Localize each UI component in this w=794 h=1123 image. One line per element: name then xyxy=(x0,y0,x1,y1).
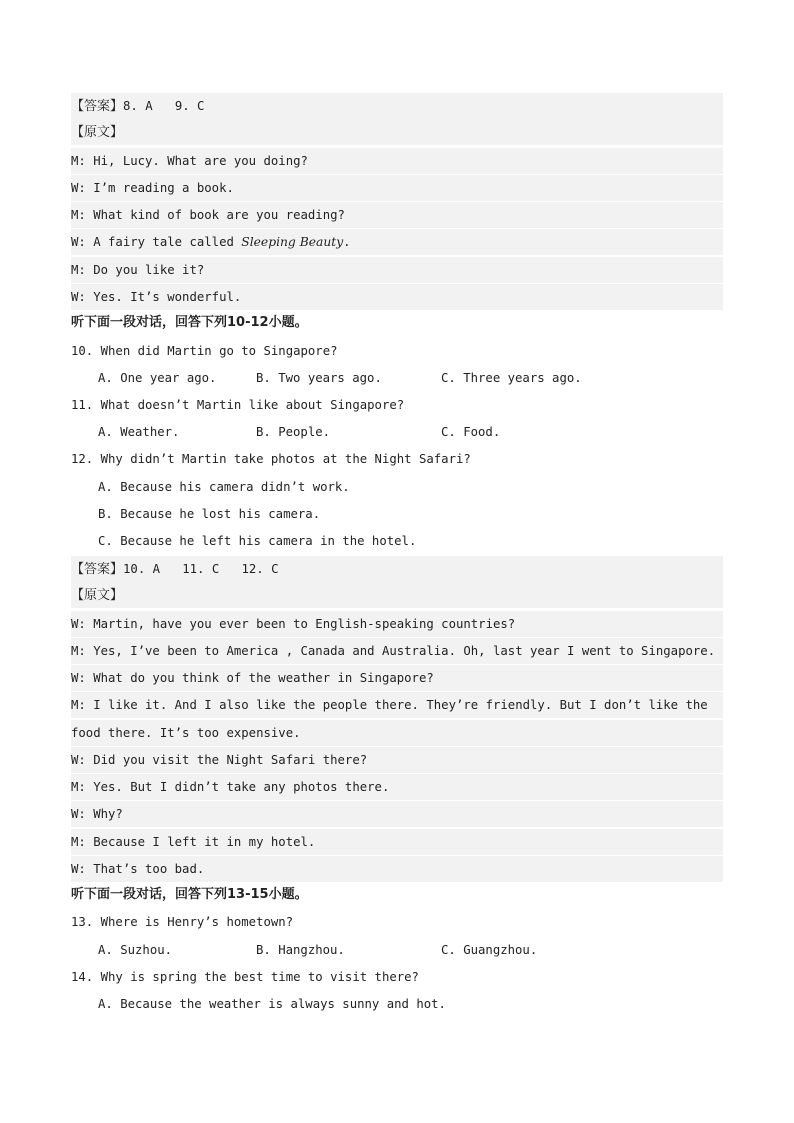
dialogue-line: M: Because I left it in my hotel. xyxy=(71,828,723,855)
dialogue-line: M: What kind of book are you reading? xyxy=(71,201,723,228)
book-title: Sleeping Beauty xyxy=(241,235,344,249)
dialogue-line: M: I like it. And I also like the people there. They’re friendly. But I don’t like the xyxy=(71,691,723,718)
option-10-c: C. Three years ago. xyxy=(441,371,582,385)
answer-line xyxy=(71,556,723,582)
option-13-c: C. Guangzhou. xyxy=(441,943,538,957)
dialogue-line: W: What do you think of the weather in Singapore? xyxy=(71,664,723,691)
answer-tag: 【答案】 xyxy=(71,99,124,114)
dialogue-line: W: Martin, have you ever been to English-speaking countries? xyxy=(71,610,723,637)
option-12-a: A. Because his camera didn’t work. xyxy=(98,480,350,494)
question-10: 10. When did Martin go to Singapore? xyxy=(71,344,338,358)
option-11-a: A. Weather. xyxy=(98,425,180,439)
question-11: 11. What doesn’t Martin like about Singapore? xyxy=(71,398,405,412)
dialogue-line: W: That’s too bad. xyxy=(71,855,723,882)
dialogue-line: M: Hi, Lucy. What are you doing? xyxy=(71,147,723,174)
answer-text: 10. A 11. C 12. C xyxy=(123,562,279,576)
question-13: 13. Where is Henry’s hometown? xyxy=(71,915,294,929)
dialogue-line: W: I’m reading a book. xyxy=(71,174,723,201)
source-tag: 【原文】 xyxy=(71,119,723,145)
dialogue-line: W: Yes. It’s wonderful. xyxy=(71,283,723,310)
option-14-a: A. Because the weather is always sunny and hot. xyxy=(98,997,446,1011)
dialogue-line: food there. It’s too expensive. xyxy=(71,719,723,746)
answer-line xyxy=(71,93,723,119)
dialogue-line: M: Yes. But I didn’t take any photos there. xyxy=(71,773,723,800)
question-12: 12. Why didn’t Martin take photos at the Night Safari? xyxy=(71,452,471,466)
dialogue-line: W: Why? xyxy=(71,800,723,827)
question-14: 14. Why is spring the best time to visit there? xyxy=(71,970,419,984)
option-11-b: B. People. xyxy=(256,425,331,439)
dialogue-line: M: Do you like it? xyxy=(71,256,723,283)
section-instruction: 听下面一段对话，回答下列13-15小题。 xyxy=(71,887,308,902)
section-instruction: 听下面一段对话，回答下列10-12小题。 xyxy=(71,315,308,330)
option-12-b: B. Because he lost his camera. xyxy=(98,507,321,521)
option-10-a: A. One year ago. xyxy=(98,371,217,385)
option-11-c: C. Food. xyxy=(441,425,501,439)
dialogue-line: W: A fairy tale called Sleeping Beauty. xyxy=(71,228,723,255)
answer-tag: 【答案】 xyxy=(71,562,124,577)
answer-text: 8. A 9. C xyxy=(123,99,205,113)
dialogue-line: W: Did you visit the Night Safari there? xyxy=(71,746,723,773)
option-10-b: B. Two years ago. xyxy=(256,371,382,385)
option-13-a: A. Suzhou. xyxy=(98,943,173,957)
dialogue-line: M: Yes, I’ve been to America , Canada and Australia. Oh, last year I went to Singapore. xyxy=(71,637,723,664)
option-12-c: C. Because he left his camera in the hotel. xyxy=(98,534,417,548)
option-13-b: B. Hangzhou. xyxy=(256,943,345,957)
source-tag: 【原文】 xyxy=(71,582,723,608)
